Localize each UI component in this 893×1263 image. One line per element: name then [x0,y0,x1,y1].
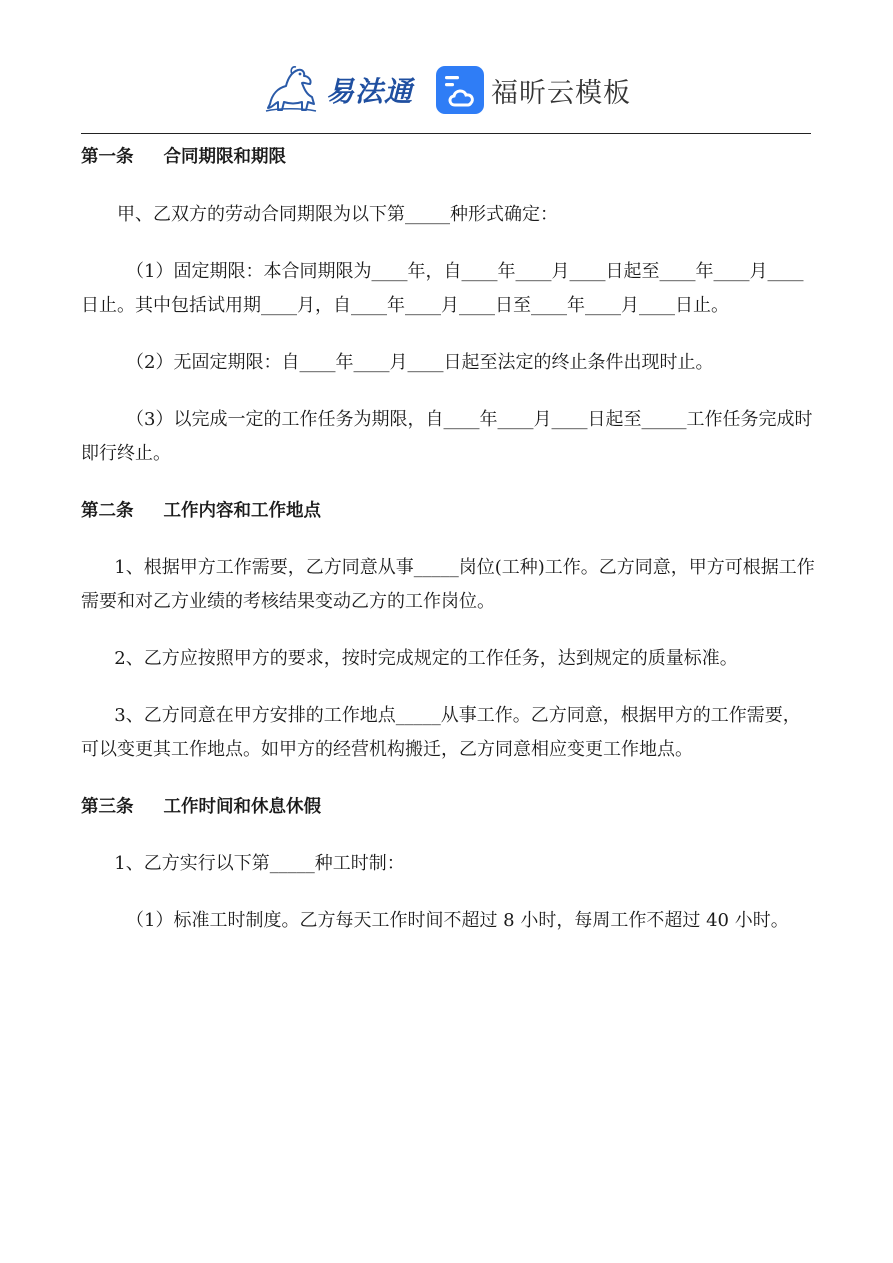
section-2-para-1: 1、根据甲方工作需要，乙方同意从事_____岗位(工种)工作。乙方同意，甲方可根据工作需要和对乙方业绩的考核结果变动乙方的工作岗位。 [81,557,815,612]
section-2-heading [81,494,817,528]
section-1-para-1: 甲、乙双方的劳动合同期限为以下第_____种形式确定： [117,204,558,225]
brand-yifatong-text: 易法通 [325,75,413,108]
section-2-title: 工作内容和工作地点 [163,501,321,521]
section-3-number: 第三条 [81,797,134,817]
header-logos [0,58,893,122]
section-2-para-2: 2、乙方应按照甲方的要求，按时完成规定的工作任务，达到规定的质量标准。 [114,648,738,669]
document-body [81,140,817,938]
section-1-para-3: （2）无固定期限：自____年____月____日起至法定的终止条件出现时止。 [126,352,714,373]
brand-yifatong [262,64,413,116]
section-1-para-4: （3）以完成一定的工作任务为期限，自____年____月____日起至_____工作任务完成时即行终止。 [81,409,813,464]
section-2-para-3: 3、乙方同意在甲方安排的工作地点_____从事工作。乙方同意，根据甲方的工作需要，可以变更其工作地点。如甲方的经营机构搬迁，乙方同意相应变更工作地点。 [81,705,801,760]
brand-fuxin [435,65,631,115]
header-divider [81,133,811,134]
section-2-number: 第二条 [81,501,134,521]
section-3-para-2: （1）标准工时制度。乙方每天工作时间不超过 8 小时，每周工作不超过 40 小时。 [126,910,789,931]
cloud-template-icon [435,65,485,115]
section-3-heading [81,790,817,824]
horse-logo-icon [262,64,320,116]
section-1-heading [81,140,817,174]
section-1-number: 第一条 [81,147,134,167]
brand-fuxin-text: 福昕云模板 [491,77,631,109]
section-1-title: 合同期限和期限 [163,147,286,167]
section-1-para-2: （1）固定期限：本合同期限为____年，自____年____月____日起至____年____月____日止。其中包括试用期____月，自____年____月____日至____年____月____日止。 [81,261,804,316]
section-3-para-1: 1、乙方实行以下第_____种工时制： [114,853,405,874]
section-3-title: 工作时间和休息休假 [163,797,321,817]
